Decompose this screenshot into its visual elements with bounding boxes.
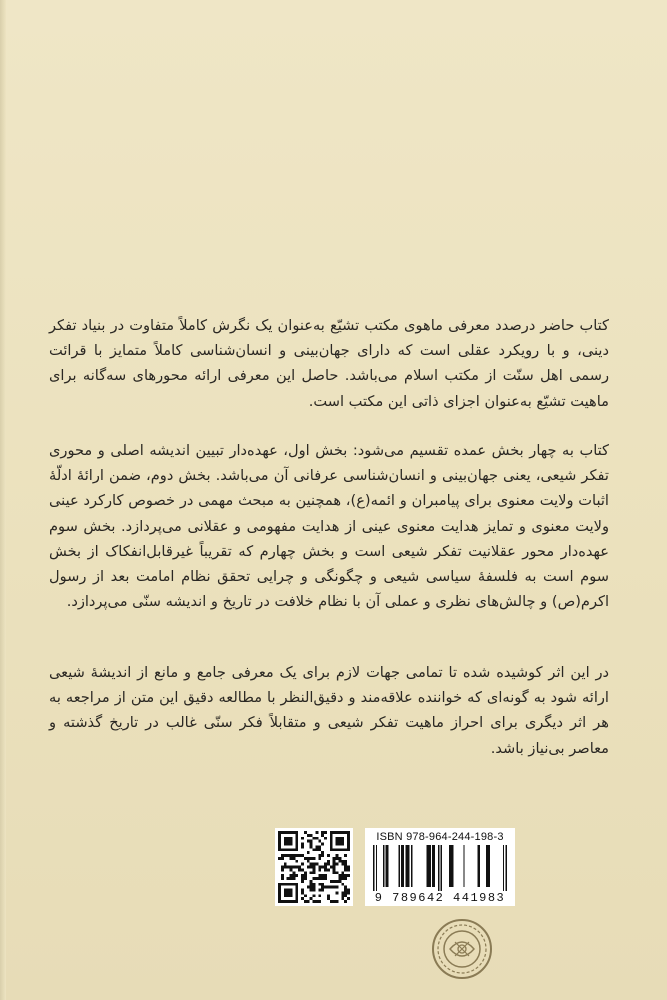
barcode-icon	[373, 845, 507, 891]
paragraph-1-text: کتاب حاضر درصدد معرفی ماهوی مکتب تشیّع به‌عنوان یک نگرش کاملاً متفاوت در بنیاد تفکر دینی، و با رویکرد عقلی است که دارای جهان‌بینی و انسان‌شناسی کاملاً متمایز با قرائت رسمی اهل سنّت از مکتب اسلام می‌باشد. حاصل این معرفی ارائه محورهای سه‌گانه برای ماهیت تشیّع به‌عنوان اجزای ذاتی این مکتب است.	[49, 317, 609, 410]
description-paragraph-1	[49, 313, 609, 414]
barcode-digits: 9 789642 441983	[374, 891, 506, 905]
description-paragraph-2	[49, 438, 609, 614]
paragraph-3-text: در این اثر کوشیده شده تا تمامی جهات لازم برای یک معرفی جامع و مانع از اندیشهٔ شیعی ارائه شود به گونه‌ای که خواننده علاقه‌مند و دقیق‌النظر با مطالعه دقیق این متن از مراجعه به هر اثر دیگری برای احراز ماهیت تفکر شیعی و متقابلاً فکر سنّی غالب در تاریخ گذشته و معاصر بی‌نیاز باشد.	[49, 664, 609, 757]
cover-spine-edge	[0, 0, 6, 1000]
barcode-panel	[275, 826, 515, 906]
isbn-label: ISBN 978-964-244-198-3	[376, 831, 504, 843]
qr-code-icon	[275, 828, 353, 906]
publisher-emblem-icon	[431, 918, 493, 980]
description-paragraph-3	[49, 660, 609, 761]
paragraph-2-text: کتاب به چهار بخش عمده تقسیم می‌شود: بخش اول، عهده‌دار تبیین اندیشه اصلی و محوری تفکر شیعی، یعنی جهان‌بینی و انسان‌شناسی عرفانی آن می‌باشد. بخش دوم، ضمن ارائهٔ ادلّهٔ اثبات ولایت معنوی برای پیامبران و ائمه(ع)، همچنین به مبحث مهمی در خصوص کارکرد عینی ولایت معنوی و تمایز هدایت معنوی عینی از هدایت مفهومی و عقلانی می‌پردازد. بخش سوم عهده‌دار محور عقلانیت تفکر شیعی است و بخش چهارم که تقریباً غیرقابل‌انفکاک از بخش سوم است به فلسفهٔ سیاسی شیعی و چگونگی و چرایی تحقق نظام امامت بعد از رسول اکرم(ص) و چالش‌های نظری و عملی آن با نظام خلافت در تاریخ و اندیشه سنّی می‌پردازد.	[49, 442, 609, 611]
isbn-barcode-box	[365, 828, 515, 906]
